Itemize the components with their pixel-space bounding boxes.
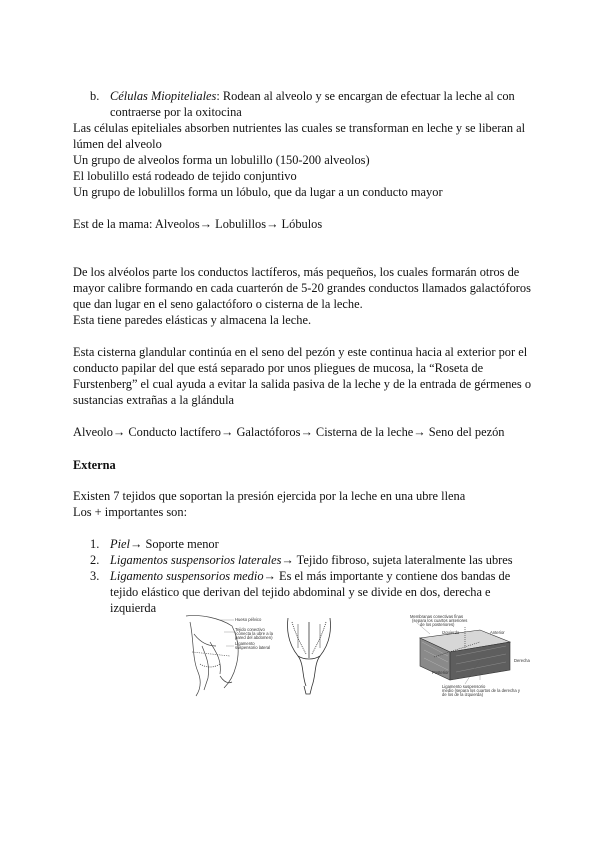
list-number: 3. bbox=[90, 569, 100, 583]
flow-line: Alveolo→ Conducto lactífero→ Galactóforos→ Cisterna de la leche→ Seno del pezón bbox=[73, 425, 505, 439]
list-number: 2. bbox=[90, 553, 100, 567]
list-item: Piel→ Soporte menor bbox=[110, 537, 219, 551]
svg-text:de los de la izquierda): de los de la izquierda) bbox=[442, 692, 483, 697]
label-anterior: Anterior bbox=[490, 630, 505, 635]
paragraph-line: Furstenberg” el cual ayuda a evitar la salida pasiva de la leche y de la entrada de gérmenes o bbox=[73, 377, 532, 391]
svg-text:de los posteriores): de los posteriores) bbox=[420, 622, 455, 627]
list-number: 1. bbox=[90, 537, 100, 551]
paragraph-line: que dan lugar en el seno galactóforo o cisterna de la leche. bbox=[73, 297, 363, 311]
structure-line: Est de la mama: Alveolos→ Lobulillos→ Lóbulos bbox=[73, 217, 323, 231]
section-heading: Externa bbox=[73, 458, 116, 472]
item-b-text: : Rodean al alveolo y se encargan de efectuar la leche al con bbox=[216, 89, 515, 103]
svg-text:medio (separa los cuartos de l: medio (separa los cuartos de la derecha y bbox=[442, 688, 520, 693]
label-tejido: Tejido conectivo bbox=[235, 627, 265, 632]
paragraph-line: De los alvéolos parte los conductos lactíferos, más pequeños, los cuales formarán otros de bbox=[73, 265, 520, 279]
list-term: Piel bbox=[110, 537, 130, 551]
item-b-line-2: contraerse por la oxitocina bbox=[110, 105, 242, 119]
list-term: Ligamento suspensorios medio bbox=[110, 569, 264, 583]
list-term: Ligamentos suspensorios laterales bbox=[110, 553, 282, 567]
udder-cross-section bbox=[287, 618, 330, 694]
paragraph-line: Un grupo de lobulillos forma un lóbulo, que da lugar a un conducto mayor bbox=[73, 185, 443, 199]
item-b-term: Células Miopiteliales bbox=[110, 89, 217, 103]
paragraph-line: El lobulillo está rodeado de tejido conjuntivo bbox=[73, 169, 297, 183]
paragraph-line: conducto papilar del que está separado por unos pliegues de mucosa, la “Roseta de bbox=[73, 361, 484, 375]
paragraph-line: sustancias extrañas a la glándula bbox=[73, 393, 235, 407]
item-b-line bbox=[110, 88, 515, 104]
list-item: Ligamento suspensorios medio→ Es el más importante y contiene dos bandas de bbox=[110, 569, 511, 583]
label-ligamento: Ligamento bbox=[235, 641, 255, 646]
list-item-continuation: tejido elástico que derivan del tejido abdominal y se divide en dos, derecha e bbox=[110, 585, 491, 599]
list-item: Ligamentos suspensorios laterales→ Tejido fibroso, sujeta lateralmente las ubres bbox=[110, 553, 513, 567]
paragraph-line: Esta cisterna glandular continúa en el seno del pezón y este continua hacia al exterior por el bbox=[73, 345, 528, 359]
paragraph-line: Los + importantes son: bbox=[73, 505, 188, 519]
paragraph-line: lúmen del alveolo bbox=[73, 137, 162, 151]
paragraph-line: Un grupo de alveolos forma un lobulillo (150-200 alveolos) bbox=[73, 153, 370, 167]
label-membranas: Membranas conectivas finas bbox=[410, 614, 464, 619]
paragraph-line: mayor calibre formando en cada cuarterón de 5-20 grandes conductos llamados galactóforos bbox=[73, 281, 531, 295]
svg-text:(separa los cuartos anteriores: (separa los cuartos anteriores bbox=[412, 618, 468, 623]
label-hueso: Hueso pélvico bbox=[235, 617, 262, 622]
cow-hindquarter-illustration bbox=[186, 615, 238, 696]
udder-ligaments-diagram bbox=[180, 612, 580, 698]
item-b-marker: b. bbox=[90, 89, 100, 103]
paragraph-line: Esta tiene paredes elásticas y almacena la leche. bbox=[73, 313, 312, 327]
paragraph-line: Las células epiteliales absorben nutrientes las cuales se transforman en leche y se liberan al bbox=[73, 121, 526, 135]
label-izquierda: Izquierda bbox=[442, 630, 460, 635]
label-posterior: Posterior bbox=[432, 670, 449, 675]
svg-text:(conecta la ubre a la: (conecta la ubre a la bbox=[235, 631, 273, 636]
svg-text:pared del abdomen): pared del abdomen) bbox=[235, 635, 273, 640]
label-lig-medio: Ligamento suspensorio bbox=[442, 684, 486, 689]
list-item-continuation: izquierda bbox=[110, 601, 157, 615]
label-derecha: Derecha bbox=[514, 658, 530, 663]
udder-quarters-block bbox=[420, 627, 510, 684]
svg-text:suspensorio lateral: suspensorio lateral bbox=[235, 645, 271, 650]
paragraph-line: Existen 7 tejidos que soportan la presión ejercida por la leche en una ubre llena bbox=[73, 489, 466, 503]
